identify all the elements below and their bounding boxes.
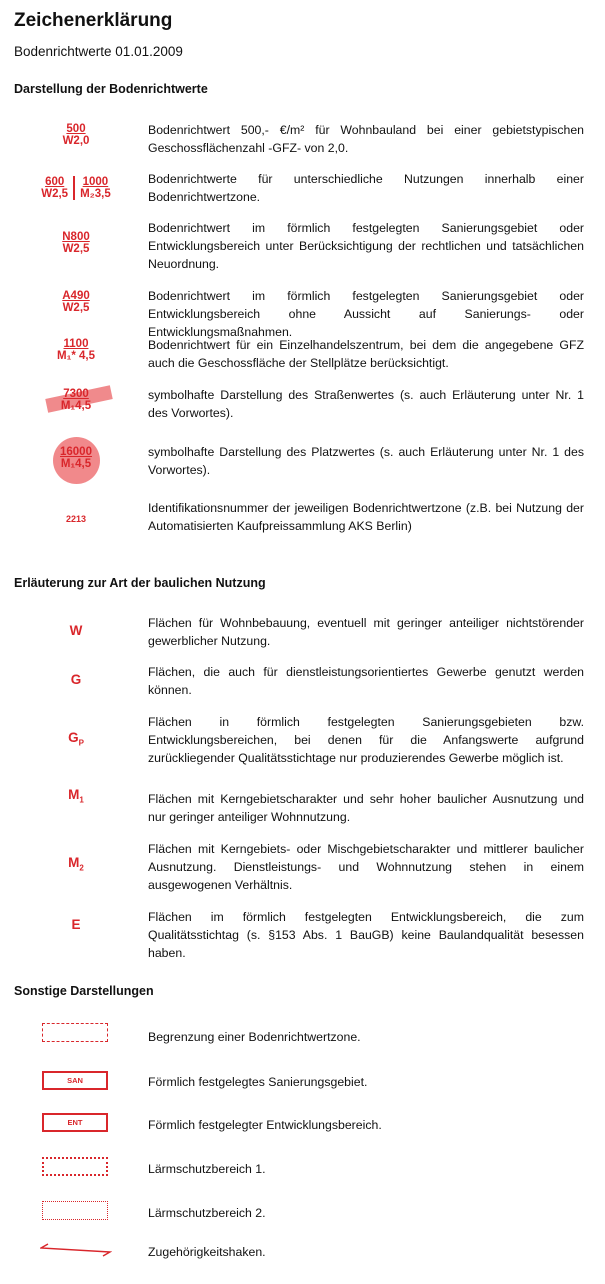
legend-description: Flächen, die auch für dienstleistungsorientiertes Gewerbe genutzt werden können. [148,665,584,697]
legend-description: Identifikationsnummer der jeweiligen Bodenrichtwertzone (z.B. bei Nutzung der Automatisierten Kaufpreissammlung AKS Berlin) [148,501,584,533]
entwicklung-label: ENT [67,1118,83,1127]
brw-usage: M₁4,5 [60,400,92,412]
entwicklung-symbol [42,1113,108,1132]
usage-symbol [30,786,122,805]
legend-description: Bodenrichtwert im förmlich festgelegten Sanierungsgebiet oder Entwicklungsbereich ohne Aussicht auf Sanierungs- oder Entwicklungsmaßnahmen. [148,289,584,339]
brw-symbol [30,172,122,200]
brw-usage: W2,5 [62,302,90,314]
brw-fraction [60,231,92,255]
usage-code: W [69,623,83,638]
usage-code: $M_1$ [68,787,84,805]
brw-fraction [39,176,70,200]
brw-usage: W2,5 [41,188,69,200]
belonging-hook-icon [40,1241,112,1257]
legend-description: Flächen für Wohnbebauung, eventuell mit geringer anteiliger nichtstörender gewerblicher Nutzung. [148,616,584,648]
legend-description: Begrenzung einer Bodenrichtwertzone. [148,1030,361,1044]
brw-value: 1000 [82,176,109,188]
usage-code: $G_P$ [68,730,84,748]
legend-description: Bodenrichtwerte für unterschiedliche Nutzungen innerhalb einer Bodenrichtwertzone. [148,172,584,204]
legend-description: Bodenrichtwert im förmlich festgelegten Sanierungsgebiet oder Entwicklungsbereich unter Berücksichtigung der rechtlichen und tatsächlichen Neuordnung. [148,221,584,271]
brw-value: N800 [62,231,90,243]
brw-fraction [58,446,94,470]
usage-symbol [30,854,122,873]
brw-fraction [60,290,92,314]
legend-description: Lärmschutzbereich 2. [148,1206,266,1220]
legend-description: Flächen mit Kerngebiets- oder Mischgebietscharakter und mittlerer baulicher Ausnutzung. Dienstleistungs- und Wohnnutzung stehen in einem ausgewogenen Verhältnis. [148,842,584,892]
brw-separator [73,176,75,200]
brw-value: 500 [66,123,86,135]
brw-value: A490 [62,290,90,302]
square-value-symbol [30,446,122,472]
page-subtitle: Bodenrichtwerte 01.01.2009 [14,44,183,59]
brw-fraction-pair [39,176,113,200]
brw-value: 1100 [63,338,89,350]
legend-description: Flächen im förmlich festgelegten Entwicklungsbereich, die zum Qualitätsstichtag (s. §153 Abs. 1 BauGB) keine Baulandqualität besessen haben. [148,910,584,960]
brw-usage: W2,0 [62,135,90,147]
legend-description: Lärmschutzbereich 1. [148,1162,266,1176]
zone-id-number: 2213 [65,514,87,524]
sanierung-label: SAN [67,1076,83,1085]
brw-value: 7300 [63,388,89,400]
page-title: Zeichenerklärung [14,10,173,31]
zone-id-symbol [30,509,122,527]
usage-symbol [30,729,122,748]
usage-symbol [30,622,122,641]
brw-usage: W2,5 [62,243,90,255]
legend-description: Flächen mit Kerngebietscharakter und sehr hoher baulicher Ausnutzung und nur geringer anteiliger Wohnnutzung. [148,792,584,824]
section-title-nutzung: Erläuterung zur Art der baulichen Nutzung [14,576,266,590]
street-value-symbol [30,388,122,414]
usage-symbol [30,916,122,935]
brw-fraction [55,338,97,362]
brw-fraction [61,123,92,147]
legend-description: Zugehörigkeitshaken. [148,1245,266,1259]
legend-description: Bodenrichtwert 500,- €/m² für Wohnbauland bei einer gebietstypischen Geschossflächenzahl -GFZ- von 2,0. [148,123,584,155]
zone-boundary-symbol [42,1023,108,1042]
section-title-sonstige: Sonstige Darstellungen [14,984,154,998]
noise-zone-1-symbol [42,1157,108,1176]
brw-value: 600 [45,176,65,188]
brw-symbol [30,123,122,149]
brw-symbol [30,231,122,257]
usage-code: G [70,672,82,687]
brw-symbol [30,290,122,316]
usage-code: $M_2$ [68,855,84,873]
legend-description: Förmlich festgelegtes Sanierungsgebiet. [148,1075,368,1089]
sanierung-symbol [42,1071,108,1090]
legend-description: symbolhafte Darstellung des Platzwertes (s. auch Erläuterung unter Nr. 1 des Vorwortes). [148,445,584,477]
noise-zone-2-symbol [42,1201,108,1220]
brw-fraction [78,176,113,200]
brw-symbol [30,338,122,364]
legend-description: symbolhafte Darstellung des Straßenwertes (s. auch Erläuterung unter Nr. 1 des Vorwortes). [148,388,584,420]
brw-value: 16000 [60,446,92,458]
usage-code: E [71,917,81,932]
legend-description: Bodenrichtwert für ein Einzelhandelszentrum, bei dem die angegebene GFZ auch die Geschossfläche der Stellplätze berücksichtigt. [148,338,584,370]
section-title-bodenrichtwerte: Darstellung der Bodenrichtwerte [14,82,208,96]
brw-usage: M₁* 4,5 [57,350,95,362]
brw-usage: M₂3,5 [80,188,111,200]
legend-description: Förmlich festgelegter Entwicklungsbereich. [148,1118,382,1132]
brw-usage: M₁4,5 [60,458,92,470]
legend-description: Flächen in förmlich festgelegten Sanierungsgebieten bzw. Entwicklungsbereichen, bei denen für die Anfangswerte aufgrund zurückliegender Qualitätsstichtage nur produzierendes Gewerbe möglich ist. [148,715,584,765]
brw-fraction [59,388,93,412]
usage-symbol [30,671,122,690]
